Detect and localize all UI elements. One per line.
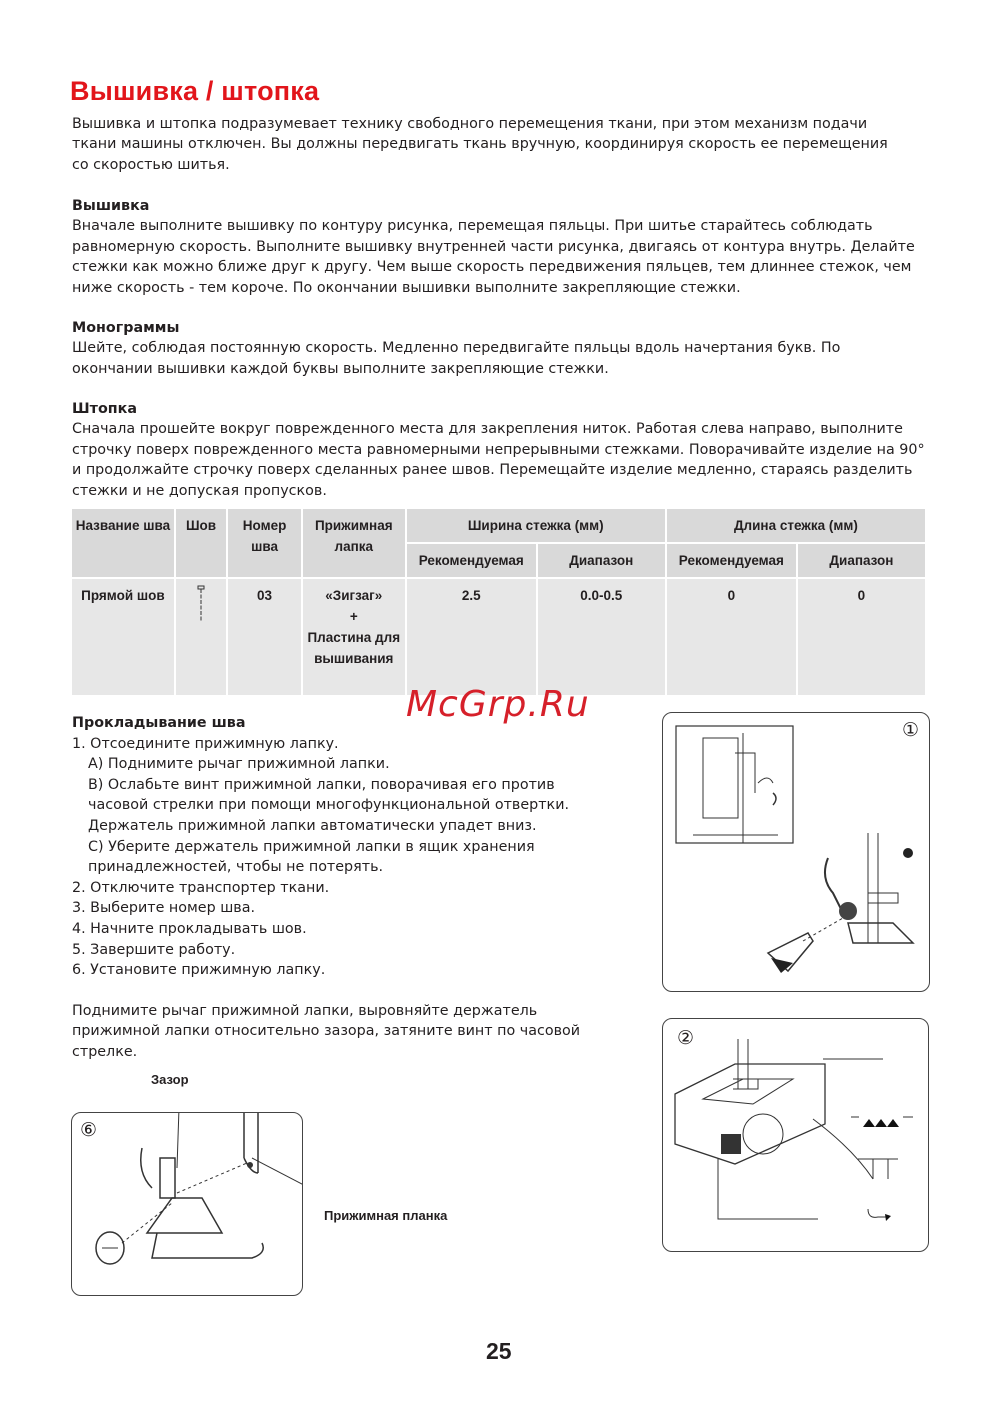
section-text: Сначала прошейте вокруг поврежденного места для закрепления ниток. Работая слева направо, выполните строчку поверх поврежденного места равномерными непрерывными стежками. Поворачивайте изделие на 90° и продолжайте строчку поверх сделанных ранее швов. Перемещайте изделие медленно, стараясь разделить стежки и не допуская пропусков. [72, 421, 925, 499]
steps-heading: Прокладывание шва [72, 715, 246, 731]
step-item: 1. Отсоедините прижимную лапку. [72, 735, 339, 752]
figure-number: ① [901, 719, 919, 741]
section-embroidery [72, 196, 942, 298]
cell-length-range: 0 [798, 577, 925, 695]
steps-note: Поднимите рычаг прижимной лапки, выровняйте держатель прижимной лапки относительно зазора, затяните винт по часовой стрелке. [72, 1002, 581, 1060]
step-item: 2. Отключите транспортер ткани. [72, 879, 330, 896]
header-length-recommended: Рекомендуемая [667, 542, 796, 577]
section-darning [72, 399, 942, 501]
page-number: 25 [486, 1338, 512, 1364]
intro-text: Вышивка и штопка подразумевает технику свободного перемещения ткани, при этом механизм подачи ткани машины отключен. Вы должны передвигать ткань вручную, координируя скорость ее перемещения со скоростью шитья. [72, 116, 888, 173]
header-width: Ширина стежка (мм) [407, 509, 665, 542]
presser-foot-removal-illustration [663, 713, 929, 991]
figure-2 [662, 1018, 929, 1252]
step-item: В) Ослабьте винт прижимной лапки, поворачивая его против часовой стрелки при помощи многофункциональной отвертки. Держатель прижимной лапки автоматически упадет вниз. [88, 776, 570, 834]
header-name: Название шва [72, 509, 174, 577]
figure-6 [71, 1112, 303, 1296]
section-heading: Монограммы [72, 320, 180, 336]
foot-zigzag: «Зигзаг» [325, 588, 383, 603]
step-item: 3. Выберите номер шва. [72, 900, 256, 917]
header-width-recommended: Рекомендуемая [407, 542, 536, 577]
section-monograms [72, 318, 942, 379]
intro-paragraph [72, 114, 942, 175]
foot-plus: + [349, 609, 358, 624]
cell-number: 03 [228, 577, 301, 695]
section-text: Вначале выполните вышивку по контуру рисунка, перемещая пяльцы. При шитье старайтесь соблюдать равномерную скорость. Выполните вышивку внутренней части рисунка, двигаясь от контура внутрь. Делайте стежки как можно ближе друг к другу. Чем выше скорость передвижения пяльцев, тем длиннее стежок, чем ниже скорость - тем короче. По окончании вышивки выполните закрепляющие стежки. [72, 218, 915, 296]
section-heading: Штопка [72, 401, 137, 417]
step-item: С) Уберите держатель прижимной лапки в ящик хранения принадлежностей, чтобы не потерять. [88, 838, 535, 876]
cell-length-recommended: 0 [667, 577, 796, 695]
page-title: Вышивка / штопка [70, 76, 320, 106]
section-text: Шейте, соблюдая постоянную скорость. Медленно передвигайте пяльцы вдоль начертания букв. По окончании вышивки каждой буквы выполните закрепляющие стежки. [72, 340, 841, 377]
table-row [72, 577, 925, 695]
cell-width-range: 0.0-0.5 [538, 577, 665, 695]
step-item: 5. Завершите работу. [72, 941, 236, 958]
header-width-range: Диапазон [538, 542, 665, 577]
header-length-range: Диапазон [798, 542, 925, 577]
presser-foot-install-illustration [72, 1113, 302, 1295]
step-item: 4. Начните прокладывать шов. [72, 920, 307, 937]
cell-stitch [176, 577, 226, 695]
figure-number: ② [677, 1027, 695, 1049]
header-foot: Прижимная лапка [303, 509, 405, 577]
stitch-settings-table [70, 509, 927, 695]
gap-label: Зазор [151, 1072, 189, 1087]
watermark: McGrp.Ru [406, 684, 590, 725]
seam-steps [72, 713, 632, 1063]
foot-plate: Пластина для вышивания [307, 630, 401, 666]
header-length: Длина стежка (мм) [667, 509, 925, 542]
header-stitch: Шов [176, 509, 226, 577]
figure-number: ⑥ [80, 1119, 98, 1141]
cell-width-recommended: 2.5 [407, 577, 536, 695]
section-heading: Вышивка [72, 198, 150, 214]
feed-dog-lever-illustration [663, 1019, 928, 1251]
step-item: 6. Установите прижимную лапку. [72, 962, 326, 979]
cell-name: Прямой шов [72, 577, 174, 695]
figure-1 [662, 712, 930, 992]
cell-foot [303, 577, 405, 695]
step-item: А) Поднимите рычаг прижимной лапки. [88, 756, 390, 773]
straight-stitch-icon [195, 585, 207, 623]
header-number: Номер шва [228, 509, 301, 577]
presser-bar-label: Прижимная планка [324, 1208, 448, 1223]
